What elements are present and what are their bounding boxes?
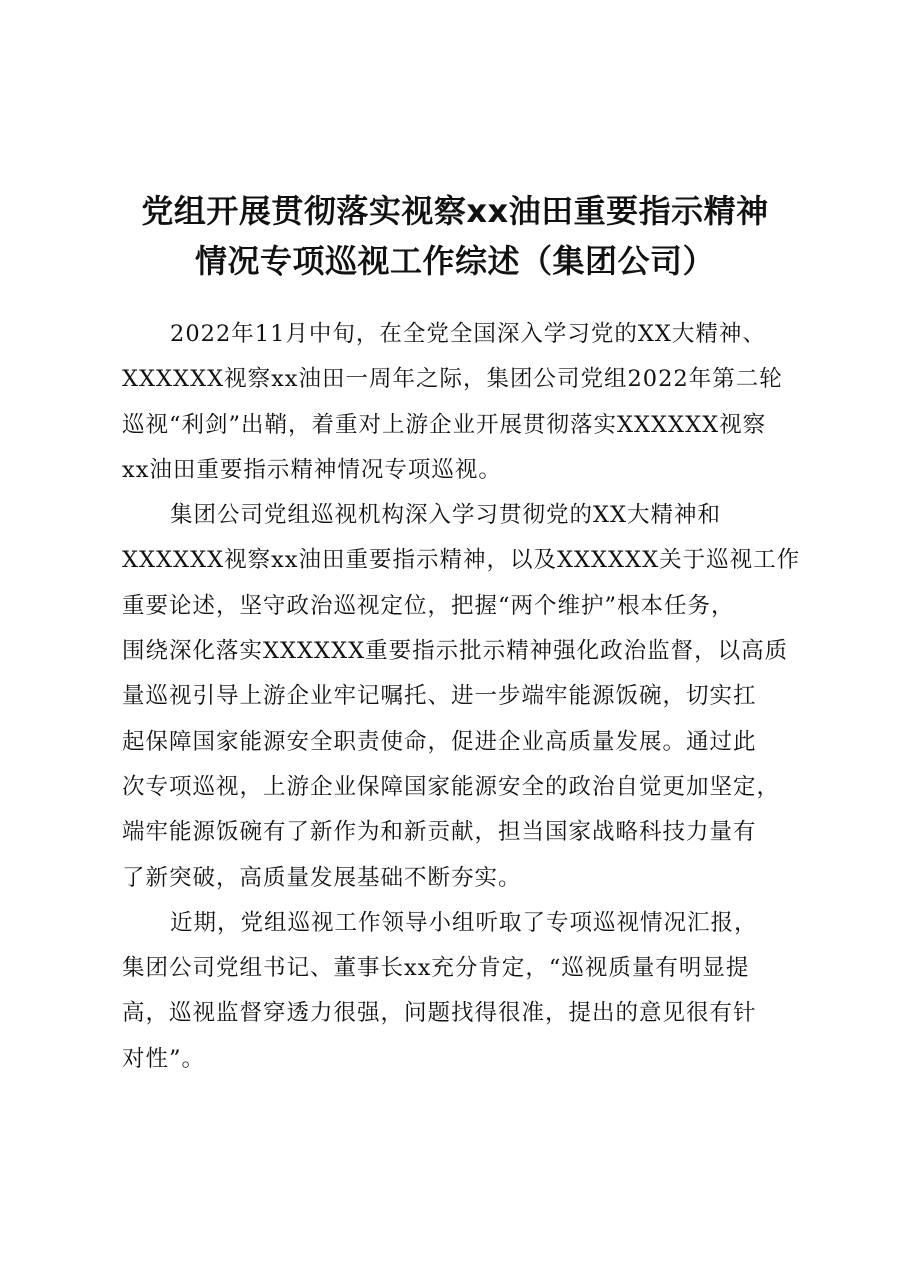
paragraph-line: 了新突破，高质量发展基础不断夯实。 (122, 864, 522, 891)
paragraph-3 (122, 901, 822, 1082)
paragraph-line: 对性”。 (122, 1045, 206, 1072)
title-line-2: 情况专项巡视工作综述（集团公司） (194, 242, 715, 280)
paragraph-line: 高，巡视监督穿透力很强，问题找得很准，提出的意见很有针 (122, 1000, 757, 1027)
paragraph-line: 次专项巡视，上游企业保障国家能源安全的政治自觉更加坚定， (122, 773, 781, 800)
paragraph-line: 起保障国家能源安全职责使命，促进企业高质量发展。通过此 (122, 728, 757, 755)
paragraph-line: 集团公司党组巡视机构深入学习贯彻党的XX大精神和 (170, 502, 722, 529)
paragraph-1 (122, 312, 822, 493)
paragraph-line: 量巡视引导上游企业牢记嘱托、进一步端牢能源饭碗，切实扛 (122, 683, 757, 710)
paragraph-line: 端牢能源饭碗有了新作为和新贡献，担当国家战略科技力量有 (122, 819, 757, 846)
paragraph-line: 重要论述，坚守政治巡视定位，把握“两个维护”根本任务， (122, 592, 735, 619)
paragraph-line: 近期，党组巡视工作领导小组听取了专项巡视情况汇报， (170, 909, 758, 936)
paragraph-line: XXXXXX视察xx油田一周年之际，集团公司党组2022年第二轮 (122, 366, 783, 393)
title-line-1: 党组开展贯彻落实视察xx油田重要指示精神 (141, 192, 769, 230)
paragraph-2 (122, 493, 822, 901)
document-title (110, 186, 800, 286)
paragraph-line: 集团公司党组书记、董事长xx充分肯定，“巡视质量有明显提 (122, 955, 750, 982)
document-body (122, 312, 822, 1082)
paragraph-line: 2022年11月中旬，在全党全国深入学习党的XX大精神、 (170, 321, 766, 347)
paragraph-line: xx油田重要指示精神情况专项巡视。 (122, 456, 502, 483)
paragraph-line: 巡视“利剑”出鞘，着重对上游企业开展贯彻落实XXXXXX视察 (122, 411, 767, 438)
paragraph-line: 围绕深化落实XXXXXX重要指示批示精神强化政治监督，以高质 (122, 638, 789, 665)
paragraph-line: XXXXXX视察xx油田重要指示精神，以及XXXXXX关于巡视工作 (122, 547, 801, 574)
